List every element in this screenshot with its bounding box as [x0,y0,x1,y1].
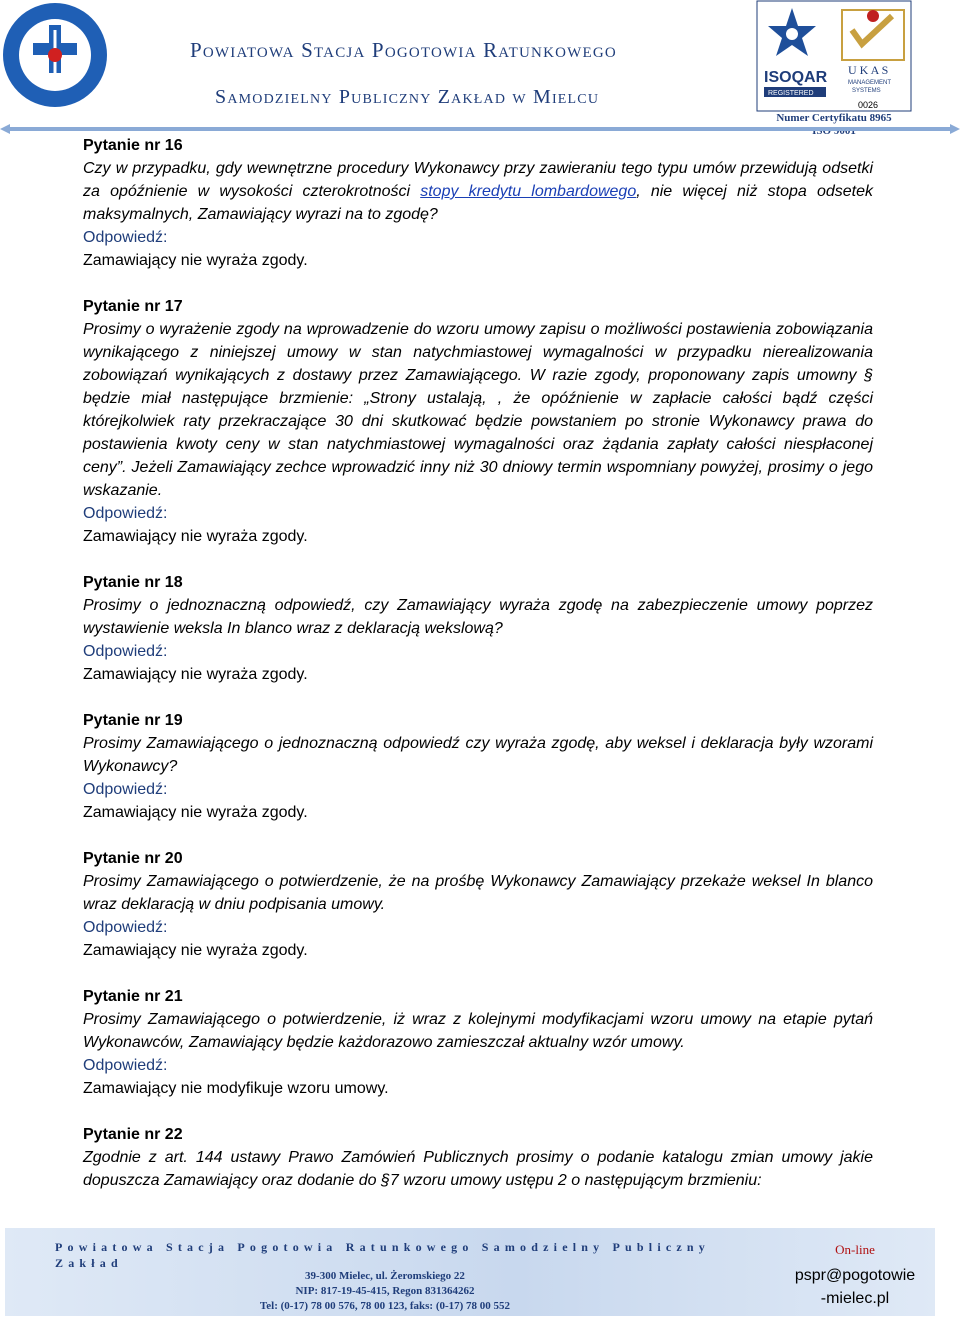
question-block-16 [83,134,873,272]
answer-text: Zamawiający nie wyraża zgody. [83,942,308,959]
question-block-22 [83,1123,873,1192]
answer-text: Zamawiający nie wyraża zgody. [83,666,308,683]
answer-label: Odpowiedź: [83,781,168,798]
organization-subtitle: Samodzielny Publiczny Zakład w Mielcu [215,86,600,108]
footer-email-part: pspr@pogotowie [794,1267,916,1284]
question-text: Zgodnie z art. 144 ustawy Prawo Zamówień Publicznych prosimy o podanie katalogu zmian umowy jakie dopuszcza Zamawiający oraz dodanie do §7 wzoru umowy ustępu 2 o następującym brzmieniu: [83,1149,873,1189]
answer-label: Odpowiedź: [83,643,168,660]
page-header [0,0,960,140]
question-text: Prosimy Zamawiającego o potwierdzenie, iż wraz z kolejnymi modyfikacjami wzoru umowy na etapie pytań Wykonawców, Zamawiający będzie każdorazowo zamieszczał aktualny wzór umowy. [83,1011,873,1051]
header-divider [0,124,960,134]
question-text: Prosimy Zamawiającego o potwierdzenie, że na prośbę Wykonawcy Zamawiający przekaże weksel In blanco wraz deklaracją w dniu podpisania umowy. [83,873,873,913]
question-block-21 [83,985,873,1100]
organization-name: Powiatowa Stacja Pogotowia Ratunkowego [190,38,617,62]
svg-text:SYSTEMS: SYSTEMS [852,88,881,94]
footer-email-link[interactable] [785,1264,925,1310]
certification-badges [756,0,912,140]
footer-address: 39-300 Mielec, ul. Żeromskiego 22 [305,1270,465,1282]
question-text: Prosimy o jednoznaczną odpowiedź, czy Zamawiający wyraża zgodę na zabezpieczenie umowy poprzez wystawienie weksla In blanco wraz z deklaracją wekslową? [83,597,873,637]
question-text: Prosimy Zamawiającego o jednoznaczną odpowiedź czy wyraża zgodę, aby weksel i deklaracja były wzorami Wykonawcy? [83,735,873,775]
question-title: Pytanie nr 17 [83,298,183,315]
question-text: Prosimy o wyrażenie zgody na wprowadzenie do wzoru umowy zapisu o możliwości postawienia zobowiązania wynikającego z niniejszej umowy w stan natychmiastowej wymagalności w przypadku nierealizowania zobowiązań wynikających z dostawy przez Zamawiającego. W razie zgody, proponowany zapis umowny § będzie miał następujące brzmienie: „Strony ustalają, , że opóźnienie w zapłacie całości bądź części którejkolwiek raty przekraczające 30 dni skutkować będzie powstaniem po stronie Wykonawcy prawa do postawienia kwoty ceny w stan natychmiastowej wymagalności oraz żądania zapłaty całości niespłaconej ceny”. Jeżeli Zamawiający zechce wprowadzić inny niż 30 dniowy termin wspomniany powyżej, prosimy o jego wskazanie. [83,321,873,499]
answer-label: Odpowiedź: [83,919,168,936]
question-block-20 [83,847,873,962]
question-text-part: Czy w przypadku, gdy wewnętrzne procedury Wykonawcy przy zawieraniu tego typu umów przewidują odsetki za opóźnienie w wysokości czterokrotności [83,160,873,200]
question-title: Pytanie nr 22 [83,1126,183,1143]
document-body [83,134,873,1215]
question-text [83,157,873,226]
footer-phone: Tel: (0-17) 78 00 576, 78 00 123, faks: (0-17) 78 00 552 [259,1300,511,1312]
ambulance-logo-icon [0,0,110,110]
answer-label: Odpowiedź: [83,505,168,522]
page-footer [0,1222,960,1322]
isoqar-ukas-logo-icon [756,0,912,112]
lombard-rate-link[interactable]: stopy kredytu lombardowego [420,183,637,200]
footer-organization: Powiatowa Stacja Pogotowia Ratunkowego Samodzielny Publiczny [55,1240,710,1254]
question-block-17 [83,295,873,548]
question-title: Pytanie nr 18 [83,574,183,591]
answer-text: Zamawiający nie wyraża zgody. [83,528,308,545]
question-title: Pytanie nr 16 [83,137,183,154]
answer-text: Zamawiający nie modyfikuje wzoru umowy. [83,1080,389,1097]
question-title: Pytanie nr 19 [83,712,183,729]
svg-text:ISOQAR: ISOQAR [764,69,828,86]
svg-text:0026: 0026 [858,100,879,110]
answer-text: Zamawiający nie wyraża zgody. [83,252,308,269]
footer-organization-cont: Zakład [55,1256,123,1270]
svg-text:REGISTERED: REGISTERED [768,90,814,97]
footer-online-label: On-line [835,1242,875,1257]
question-block-18 [83,571,873,686]
svg-text:MANAGEMENT: MANAGEMENT [848,80,892,86]
certificate-number-text: Numer Certyfikatu 8965 [776,112,892,124]
answer-label: Odpowiedź: [83,1057,168,1074]
footer-email-part: -mielec.pl [820,1290,890,1307]
footer-nip: NIP: 817-19-45-415, Regon 831364262 [295,1285,475,1297]
question-title: Pytanie nr 21 [83,988,183,1005]
answer-text: Zamawiający nie wyraża zgody. [83,804,308,821]
question-block-19 [83,709,873,824]
svg-text:U K A S: U K A S [848,63,889,77]
question-text-part: , nie więcej niż stopa odsetek maksymalnych, Zamawiający wyrazi na to zgodę? [83,183,873,223]
question-title: Pytanie nr 20 [83,850,183,867]
answer-label: Odpowiedź: [83,229,168,246]
